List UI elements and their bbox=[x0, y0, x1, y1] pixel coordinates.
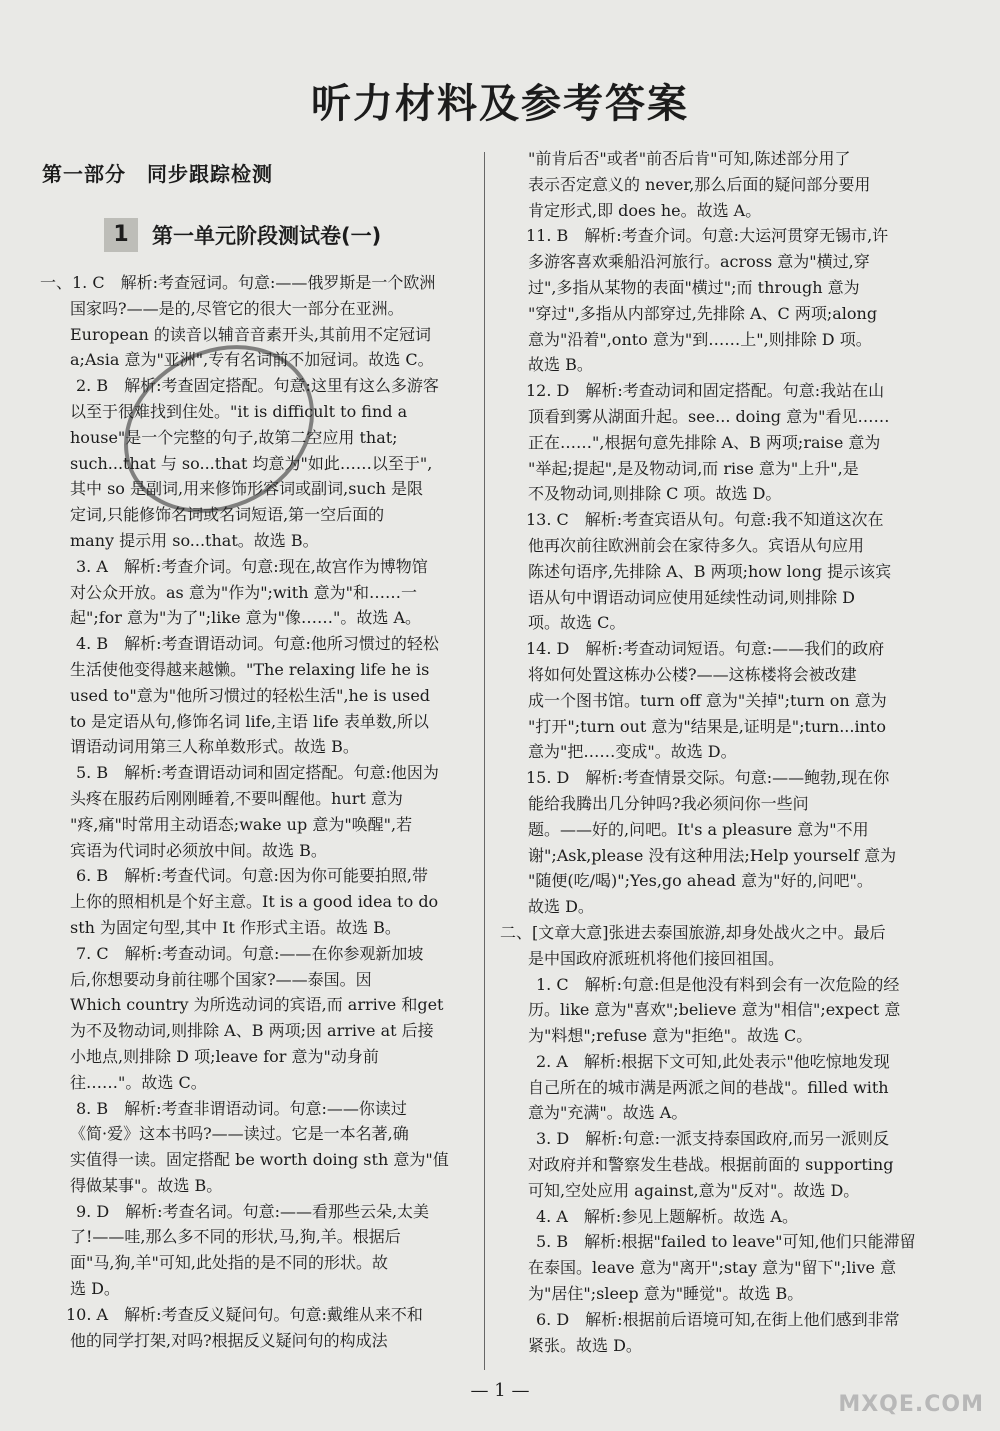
text-line: 意为"充满"。故选 A。 bbox=[528, 1103, 688, 1123]
text-line: "穿过",多指从内部穿过,先排除 A、C 两项;along bbox=[528, 303, 878, 323]
text-line: 上你的照相机是个好主意。It is a good idea to do bbox=[70, 892, 439, 912]
text-line: 3. D 解析:句意:一派支持泰国政府,而另一派则反 bbox=[536, 1129, 890, 1149]
text-line: 5. B 解析:根据"failed to leave"可知,他们只能滞留 bbox=[536, 1232, 916, 1252]
text-line: 其中 so 是副词,用来修饰形容词或副词,such 是限 bbox=[70, 479, 424, 499]
text-line: 《简·爱》这本书吗?——读过。它是一本名著,确 bbox=[70, 1124, 409, 1144]
text-line: 定词,只能修饰名词或名词短语,第一空后面的 bbox=[70, 505, 385, 525]
text-line: 为"料想";refuse 意为"拒绝"。故选 C。 bbox=[528, 1026, 813, 1046]
text-line: 是中国政府派班机将他们接回祖国。 bbox=[528, 948, 785, 968]
text-line: 国家吗?——是的,尽管它的很大一部分在亚洲。 bbox=[70, 298, 404, 318]
text-line: 6. D 解析:根据前后语境可知,在街上他们感到非常 bbox=[536, 1309, 900, 1329]
text-line: such...that 与 so...that 均意为"如此……以至于", bbox=[70, 453, 433, 473]
text-line: to 是定语从句,修饰名词 life,主语 life 表单数,所以 bbox=[70, 711, 429, 731]
text-line: 12. D 解析:考查动词和固定搭配。句意:我站在山 bbox=[526, 381, 885, 401]
text-line: 2. B 解析:考查固定搭配。句意:这里有这么多游客 bbox=[76, 376, 439, 396]
unit-title: 第一单元阶段测试卷(一) bbox=[152, 224, 382, 248]
text-line: 谢";Ask,please 没有这种用法;Help yourself 意为 bbox=[528, 845, 897, 865]
part-heading: 第一部分 同步跟踪检测 bbox=[42, 162, 273, 186]
text-line: 13. C 解析:考查宾语从句。句意:我不知道这次在 bbox=[526, 510, 884, 530]
text-line: 15. D 解析:考查情景交际。句意:——鲍勃,现在你 bbox=[526, 768, 890, 788]
text-line: 故选 D。 bbox=[528, 897, 594, 917]
text-line: 成一个图书馆。turn off 意为"关掉";turn on 意为 bbox=[528, 690, 887, 710]
text-line: 表示否定意义的 never,那么后面的疑问部分要用 bbox=[528, 174, 871, 194]
text-line: 肯定形式,即 does he。故选 A。 bbox=[528, 200, 762, 220]
text-line: 不及物动词,则排除 C 项。故选 D。 bbox=[528, 484, 782, 504]
text-line: "举起;提起",是及物动词,而 rise 意为"上升",是 bbox=[528, 458, 859, 478]
text-line: 起";for 意为"为了";like 意为"像……"。故选 A。 bbox=[70, 608, 421, 628]
text-line: 4. A 解析:参见上题解析。故选 A。 bbox=[536, 1206, 798, 1226]
text-line: sth 为固定句型,其中 It 作形式主语。故选 B。 bbox=[70, 917, 401, 937]
text-line: 选 D。 bbox=[70, 1279, 120, 1299]
text-line: 在泰国。leave 意为"离开";stay 意为"留下";live 意 bbox=[528, 1258, 897, 1278]
text-line: 14. D 解析:考查动词短语。句意:——我们的政府 bbox=[526, 639, 885, 659]
page-title: 听力材料及参考答案 bbox=[311, 81, 689, 127]
text-line: 8. B 解析:考查非谓语动词。句意:——你读过 bbox=[76, 1098, 407, 1118]
text-line: 7. C 解析:考查动词。句意:——在你参观新加坡 bbox=[76, 943, 424, 963]
text-line: Which country 为所选动词的宾语,而 arrive 和get bbox=[70, 995, 444, 1015]
column-divider bbox=[484, 152, 485, 1370]
text-line: 意为"把……变成"。故选 D。 bbox=[528, 742, 737, 762]
text-line: 多游客喜欢乘船沿河旅行。across 意为"横过,穿 bbox=[528, 252, 870, 272]
text-line: 1. C 解析:句意:但是他没有料到会有一次危险的经 bbox=[536, 974, 900, 994]
left-column bbox=[40, 270, 470, 1353]
text-line: a;Asia 意为"亚洲",专有名词前不加冠词。故选 C。 bbox=[70, 350, 434, 370]
text-line: many 提示用 so...that。故选 B。 bbox=[70, 530, 319, 550]
text-line: 6. B 解析:考查代词。句意:因为你可能要拍照,带 bbox=[76, 866, 428, 886]
text-line: 以至于很难找到住处。"it is difficult to find a bbox=[70, 401, 408, 421]
text-line: 自己所在的城市满是两派之间的巷战"。filled with bbox=[528, 1077, 889, 1097]
text-line: 对政府并和警察发生巷战。根据前面的 supporting bbox=[528, 1155, 894, 1175]
text-line: "随便(吃/喝)";Yes,go ahead 意为"好的,问吧"。 bbox=[528, 871, 873, 891]
text-line: 了!——哇,那么多不同的形状,马,狗,羊。根据后 bbox=[70, 1227, 401, 1247]
text-line: 宾语为代词时必须放中间。故选 B。 bbox=[70, 840, 327, 860]
text-line: 面"马,狗,羊"可知,此处指的是不同的形状。故 bbox=[70, 1253, 388, 1273]
text-line: 谓语动词用第三人称单数形式。故选 B。 bbox=[70, 737, 359, 757]
text-line: 11. B 解析:考查介词。句意:大运河贯穿无锡市,许 bbox=[526, 226, 889, 246]
text-line: 他再次前往欧洲前会在家待多久。宾语从句应用 bbox=[528, 535, 865, 555]
text-line: 头疼在服药后刚刚睡着,不要叫醒他。hurt 意为 bbox=[70, 788, 403, 808]
text-line: European 的读音以辅音音素开头,其前用不定冠词 bbox=[70, 324, 431, 344]
text-line: 2. A 解析:根据下文可知,此处表示"他吃惊地发现 bbox=[536, 1051, 890, 1071]
text-line: 历。like 意为"喜欢";believe 意为"相信";expect 意 bbox=[528, 1000, 901, 1020]
text-line: 4. B 解析:考查谓语动词。句意:他所习惯过的轻松 bbox=[76, 634, 439, 654]
text-line: 能给我腾出几分钟吗?我必须问你一些问 bbox=[528, 793, 809, 813]
text-line: 实值得一读。固定搭配 be worth doing sth 意为"值 bbox=[70, 1150, 449, 1170]
text-line: house"是一个完整的句子,故第二空应用 that; bbox=[70, 427, 398, 447]
unit-number-badge: 1 bbox=[104, 218, 138, 252]
text-line: 往……"。故选 C。 bbox=[70, 1072, 207, 1092]
text-line: 得做某事"。故选 B。 bbox=[70, 1175, 223, 1195]
text-line: 语从句中谓语动词应使用延续性动词,则排除 D bbox=[528, 587, 856, 607]
text-line: "前肯后否"或者"前否后肯"可知,陈述部分用了 bbox=[528, 149, 851, 168]
text-line: "打开";turn out 意为"结果是,证明是";turn...into bbox=[528, 716, 886, 736]
watermark-logo: MXQE.COM bbox=[838, 1392, 984, 1417]
text-line: 他的同学打架,对吗?根据反义疑问句的构成法 bbox=[70, 1330, 388, 1350]
unit-heading bbox=[104, 218, 381, 252]
text-line: 可知,空处应用 against,意为"反对"。故选 D。 bbox=[528, 1180, 860, 1200]
text-line: 一、1. C 解析:考查冠词。句意:——俄罗斯是一个欧洲 bbox=[40, 273, 436, 292]
text-line: 紧张。故选 D。 bbox=[528, 1335, 642, 1355]
text-line: 二、[文章大意]张进去泰国旅游,却身处战火之中。最后 bbox=[500, 922, 886, 942]
text-line: used to"意为"他所习惯过的轻松生活",he is used bbox=[70, 685, 431, 705]
text-line: 5. B 解析:考查谓语动词和固定搭配。句意:他因为 bbox=[76, 763, 439, 783]
text-line: 生活使他变得越来越懒。"The relaxing life he is bbox=[70, 659, 430, 679]
text-line: 过",多指从某物的表面"横过";而 through 意为 bbox=[528, 277, 860, 297]
text-line: 3. A 解析:考查介词。句意:现在,故宫作为博物馆 bbox=[76, 556, 428, 576]
right-column bbox=[500, 146, 920, 1358]
text-line: "疼,痛"时常用主动语态;wake up 意为"唤醒",若 bbox=[70, 814, 413, 834]
text-line: 正在……",根据句意先排除 A、B 两项;raise 意为 bbox=[528, 432, 881, 452]
text-line: 意为"沿着",onto 意为"到……上",则排除 D 项。 bbox=[528, 329, 872, 349]
text-line: 将如何处置这栋办公楼?——这栋楼将会被改建 bbox=[528, 664, 857, 684]
text-line: 10. A 解析:考查反义疑问句。句意:戴维从来不和 bbox=[66, 1304, 423, 1324]
text-line: 小地点,则排除 D 项;leave for 意为"动身前 bbox=[70, 1046, 379, 1066]
page-number: — 1 — bbox=[470, 1380, 530, 1401]
text-line: 故选 B。 bbox=[528, 355, 593, 375]
text-line: 9. D 解析:考查名词。句意:——看那些云朵,太美 bbox=[76, 1201, 430, 1221]
text-line: 题。——好的,问吧。It's a pleasure 意为"不用 bbox=[528, 819, 869, 839]
text-line: 后,你想要动身前往哪个国家?——泰国。因 bbox=[70, 969, 372, 989]
text-line: 为不及物动词,则排除 A、B 两项;因 arrive at 后接 bbox=[70, 1021, 434, 1041]
text-line: 为"居住";sleep 意为"睡觉"。故选 B。 bbox=[528, 1284, 804, 1304]
text-line: 顶看到雾从湖面升起。see... doing 意为"看见…… bbox=[528, 406, 890, 426]
text-line: 对公众开放。as 意为"作为";with 意为"和……一 bbox=[70, 582, 417, 602]
text-line: 项。故选 C。 bbox=[528, 613, 626, 633]
text-line: 陈述句语序,先排除 A、B 两项;how long 提示该宾 bbox=[528, 561, 892, 581]
